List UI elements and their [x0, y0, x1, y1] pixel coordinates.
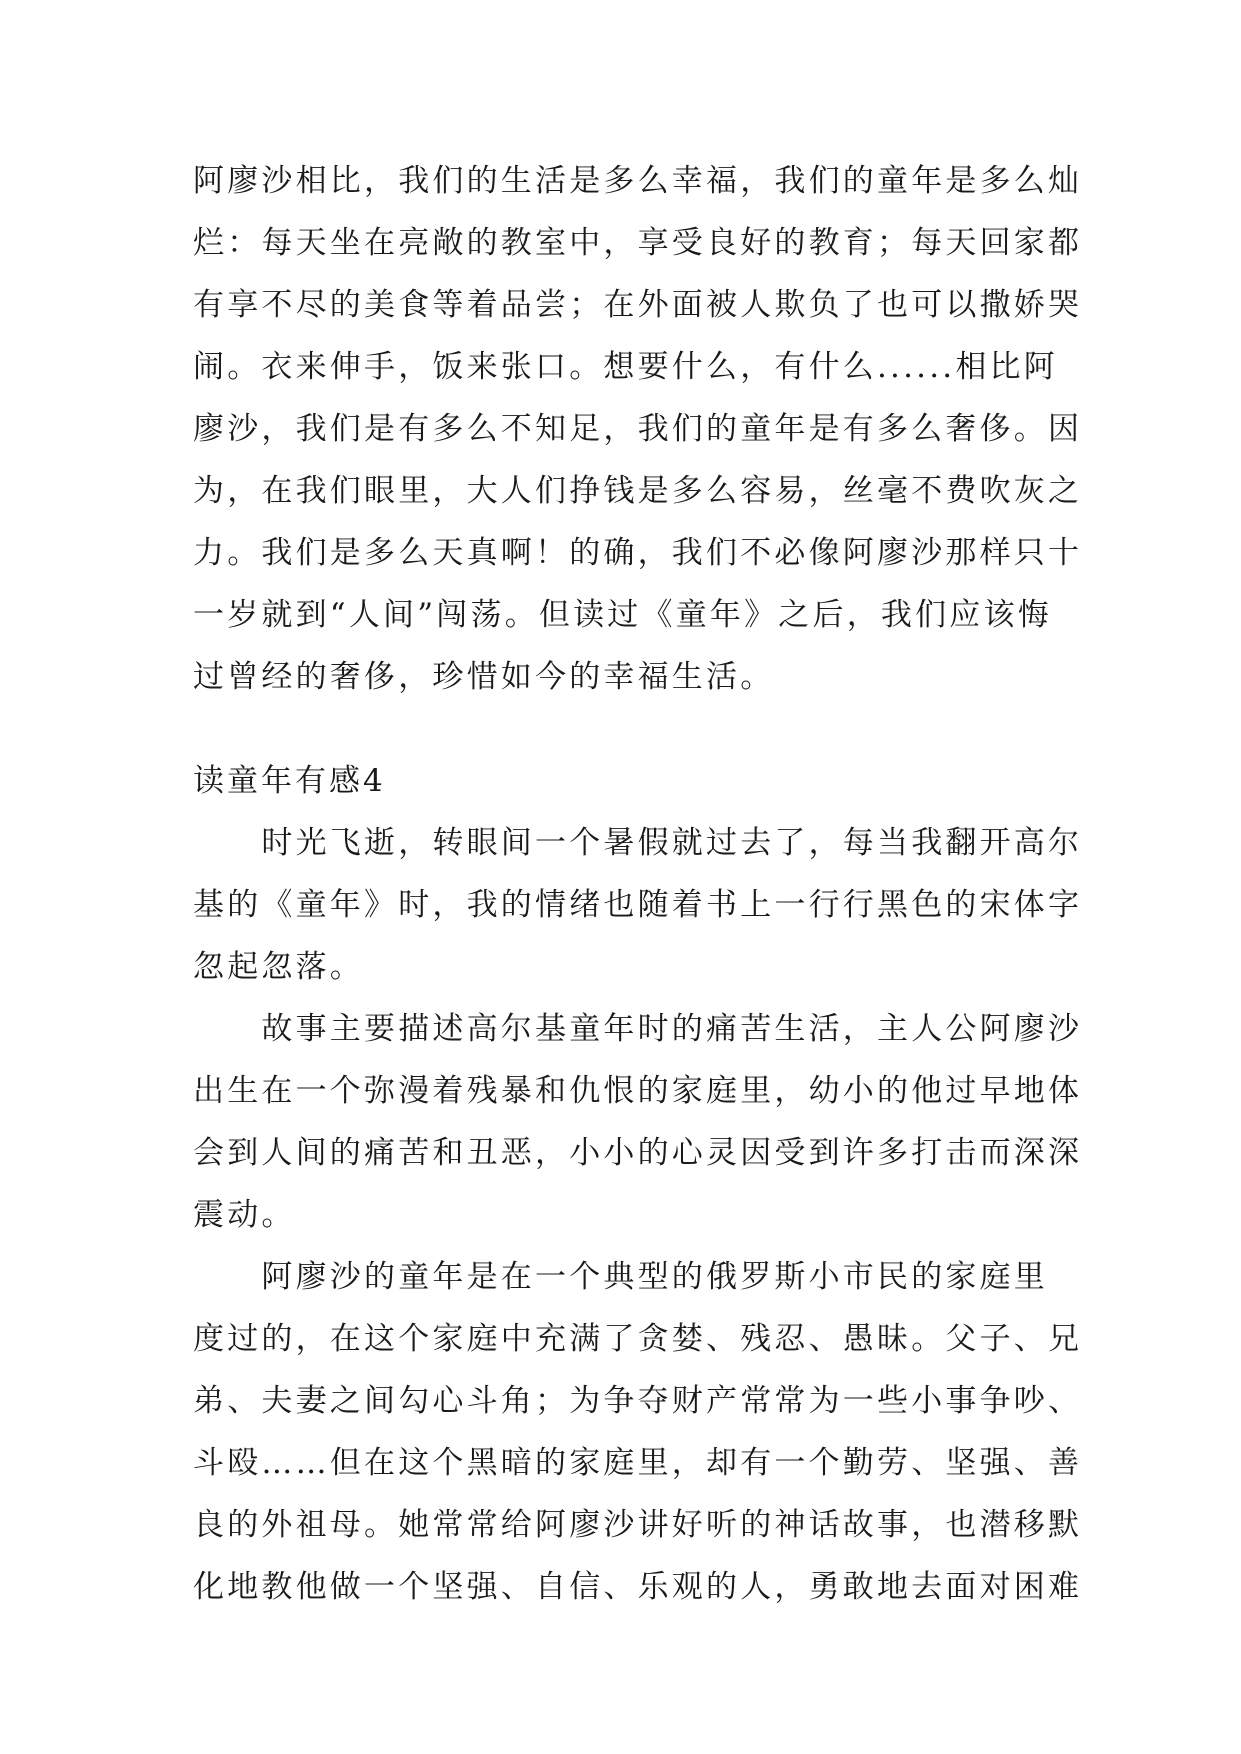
section-title: 读童年有感4: [193, 763, 386, 799]
text-line: 时光飞逝，转眼间一个暑假就过去了，每当我翻开高尔: [193, 825, 1083, 861]
text-line: 会到人间的痛苦和丑恶，小小的心灵因受到许多打击而深深: [193, 1135, 1083, 1171]
text-line: 化地教他做一个坚强、自信、乐观的人，勇敢地去面对困难: [193, 1569, 1083, 1605]
text-line: 烂：每天坐在亮敞的教室中，享受良好的教育；每天回家都: [193, 225, 1083, 261]
text-line: 震动。: [193, 1197, 296, 1233]
text-line: 阿廖沙相比，我们的生活是多么幸福，我们的童年是多么灿: [193, 163, 1083, 199]
text-line: 有享不尽的美食等着品尝；在外面被人欺负了也可以撒娇哭: [193, 287, 1083, 323]
text-line: 出生在一个弥漫着残暴和仇恨的家庭里，幼小的他过早地体: [193, 1073, 1083, 1109]
text-line: 基的《童年》时，我的情绪也随着书上一行行黑色的宋体字: [193, 887, 1083, 923]
text-line: 故事主要描述高尔基童年时的痛苦生活，主人公阿廖沙: [193, 1011, 1083, 1047]
text-line: 过曾经的奢侈，珍惜如今的幸福生活。: [193, 659, 775, 695]
document-page: [193, 150, 1083, 1618]
text-line: 一岁就到“人间”闯荡。但读过《童年》之后，我们应该悔: [193, 597, 1052, 633]
text-line: 为，在我们眼里，大人们挣钱是多么容易，丝毫不费吹灰之: [193, 473, 1083, 509]
text-line: 力。我们是多么天真啊！的确，我们不必像阿廖沙那样只十: [193, 535, 1083, 571]
paragraph: [193, 812, 1083, 998]
paragraph: [193, 1246, 1083, 1618]
text-line: 廖沙，我们是有多么不知足，我们的童年是有多么奢侈。因: [193, 411, 1083, 447]
text-line: 度过的，在这个家庭中充满了贪婪、残忍、愚昧。父子、兄: [193, 1321, 1083, 1357]
paragraph: [193, 998, 1083, 1246]
text-line: 弟、夫妻之间勾心斗角；为争夺财产常常为一些小事争吵、: [193, 1383, 1083, 1419]
text-line: 斗殴……但在这个黑暗的家庭里，却有一个勤劳、坚强、善: [193, 1445, 1083, 1481]
text-line: 良的外祖母。她常常给阿廖沙讲好听的神话故事，也潜移默: [193, 1507, 1083, 1543]
text-line: 阿廖沙的童年是在一个典型的俄罗斯小市民的家庭里: [193, 1259, 1048, 1295]
text-line: 闹。衣来伸手，饭来张口。想要什么，有什么......相比阿: [193, 349, 1058, 385]
paragraph-continued: [193, 150, 1083, 708]
text-line: 忽起忽落。: [193, 949, 364, 985]
